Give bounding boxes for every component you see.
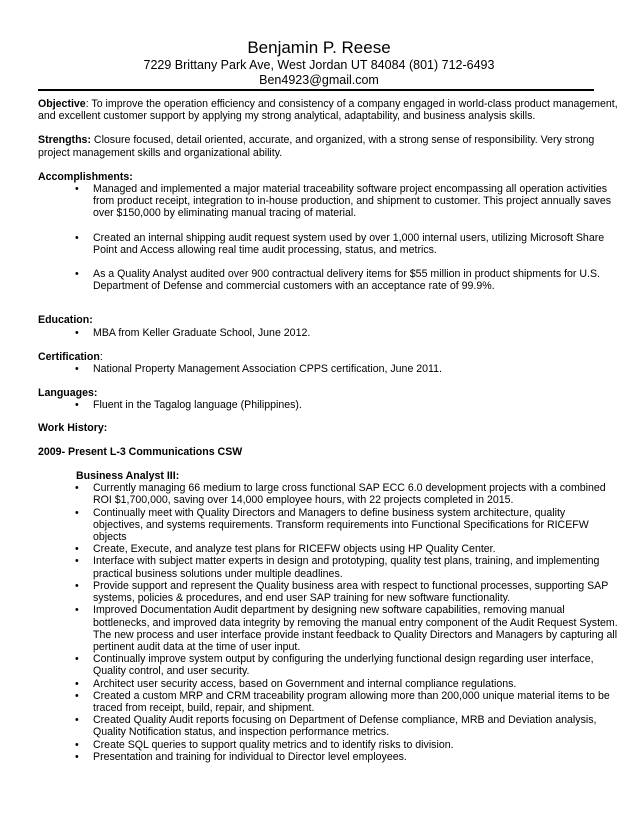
list-item: • Fluent in the Tagalog language (Philippines). <box>93 399 618 411</box>
job-heading: 2009- Present L-3 Communications CSW <box>38 445 243 458</box>
strengths-text: Closure focused, detail oriented, accurate, and organized, with a strong sense of responsibility. Very strong project management skills and organizational ability. <box>38 134 595 159</box>
list-item: • Created an internal shipping audit request system used by over 1,000 internal users, utilizing Microsoft Share Point and Access allowing real time audit processing, status, and metrics. <box>93 232 618 256</box>
certification-list <box>38 363 618 375</box>
strengths-label: Strengths: <box>38 134 91 147</box>
certification-heading-line <box>38 351 618 363</box>
list-item: • National Property Management Association CPPS certification, June 2011. <box>93 363 618 375</box>
contact-email: Ben4923@gmail.com <box>259 73 379 87</box>
accomplishments-list <box>38 183 618 292</box>
list-item: • Architect user security access, based on Government and internal compliance regulations. <box>93 678 618 690</box>
languages-heading: Languages: <box>38 387 98 400</box>
list-item: • Presentation and training for individual to Director level employees. <box>93 751 618 763</box>
candidate-name: Benjamin P. Reese <box>247 38 391 57</box>
education-section <box>38 314 618 338</box>
objective-label: Objective <box>38 98 86 110</box>
list-item: • Created a custom MRP and CRM traceability program allowing more than 200,000 unique material items to be traced from receipt, build, repair, and shipment. <box>93 690 618 714</box>
list-item: • Interface with subject matter experts in design and prototyping, quality test plans, training, and implementing practical business solutions under multiple deadlines. <box>93 555 618 579</box>
list-item: • Create SQL queries to support quality metrics and to identify risks to division. <box>93 739 618 751</box>
objective-section <box>38 98 618 122</box>
list-item: • Create, Execute, and analyze test plans for RICEFW objects using HP Quality Center. <box>93 543 618 555</box>
accomplishments-section <box>38 171 618 293</box>
list-item: • MBA from Keller Graduate School, June 2012. <box>93 327 618 339</box>
languages-list <box>38 399 618 411</box>
contact-address: 7229 Brittany Park Ave, West Jordan UT 84084 (801) 712-6493 <box>143 58 495 72</box>
resume-body <box>38 98 618 763</box>
list-item: • Created Quality Audit reports focusing on Department of Defense compliance, MRB and Deviation analysis, Quality Notification status, and inspection performance metrics. <box>93 714 618 738</box>
job-title: Business Analyst III: <box>76 470 180 483</box>
work-history-heading: Work History: <box>38 421 108 434</box>
accomplishments-heading: Accomplishments: <box>38 170 133 183</box>
education-list <box>38 327 618 339</box>
certification-heading: Certification <box>38 350 100 363</box>
certification-colon: : <box>99 350 103 363</box>
languages-section <box>38 387 618 411</box>
strengths-section <box>38 134 618 158</box>
certification-section <box>38 351 618 375</box>
list-item: • Continually improve system output by configuring the underlying functional design regarding user interface, Quality control, and user security. <box>93 653 618 677</box>
header-divider <box>38 89 594 91</box>
list-item: • Continually meet with Quality Directors and Managers to define business system architecture, quality objectives, and systems requirements. Transform requirements into Functional Specifications for RICEFW objects <box>93 507 618 544</box>
job-duties-list <box>38 482 618 763</box>
list-item: • As a Quality Analyst audited over 900 contractual delivery items for $55 million in product shipments for U.S. Department of Defense and commercial customers with an acceptance rate of 99.9%. <box>93 268 618 292</box>
list-item: • Provide support and represent the Quality business area with respect to functional processes, supporting SAP systems, policies & procedures, and end user SAP training for new software functionality. <box>93 580 618 604</box>
list-item: • Currently managing 66 medium to large cross functional SAP ECC 6.0 development projects with a combined ROI $1,700,000, saving over 14,000 employee hours, with 22 projects completed in 2015. <box>93 482 618 506</box>
list-item: • Improved Documentation Audit department by designing new software capabilities, removing manual bottlenecks, and improved data integrity by removing the manual entry component of the Audit Request System. The new process and user interface provide instant feedback to Quality Directors and Managers by capturing all pertinent audit data at the time of user input. <box>93 604 618 653</box>
objective-text: : To improve the operation efficiency and consistency of a company engaged in world-class product management, and excellent customer support by applying my strong analytical, adaptability, and business analysis skills. <box>38 98 618 123</box>
education-heading: Education: <box>38 314 93 327</box>
list-item: • Managed and implemented a major material traceability software project encompassing all operation activities from product receipt, integration to in-house production, and shipment to customer. This project annually saves over $150,000 by eliminating manual tracing of material. <box>93 183 618 220</box>
